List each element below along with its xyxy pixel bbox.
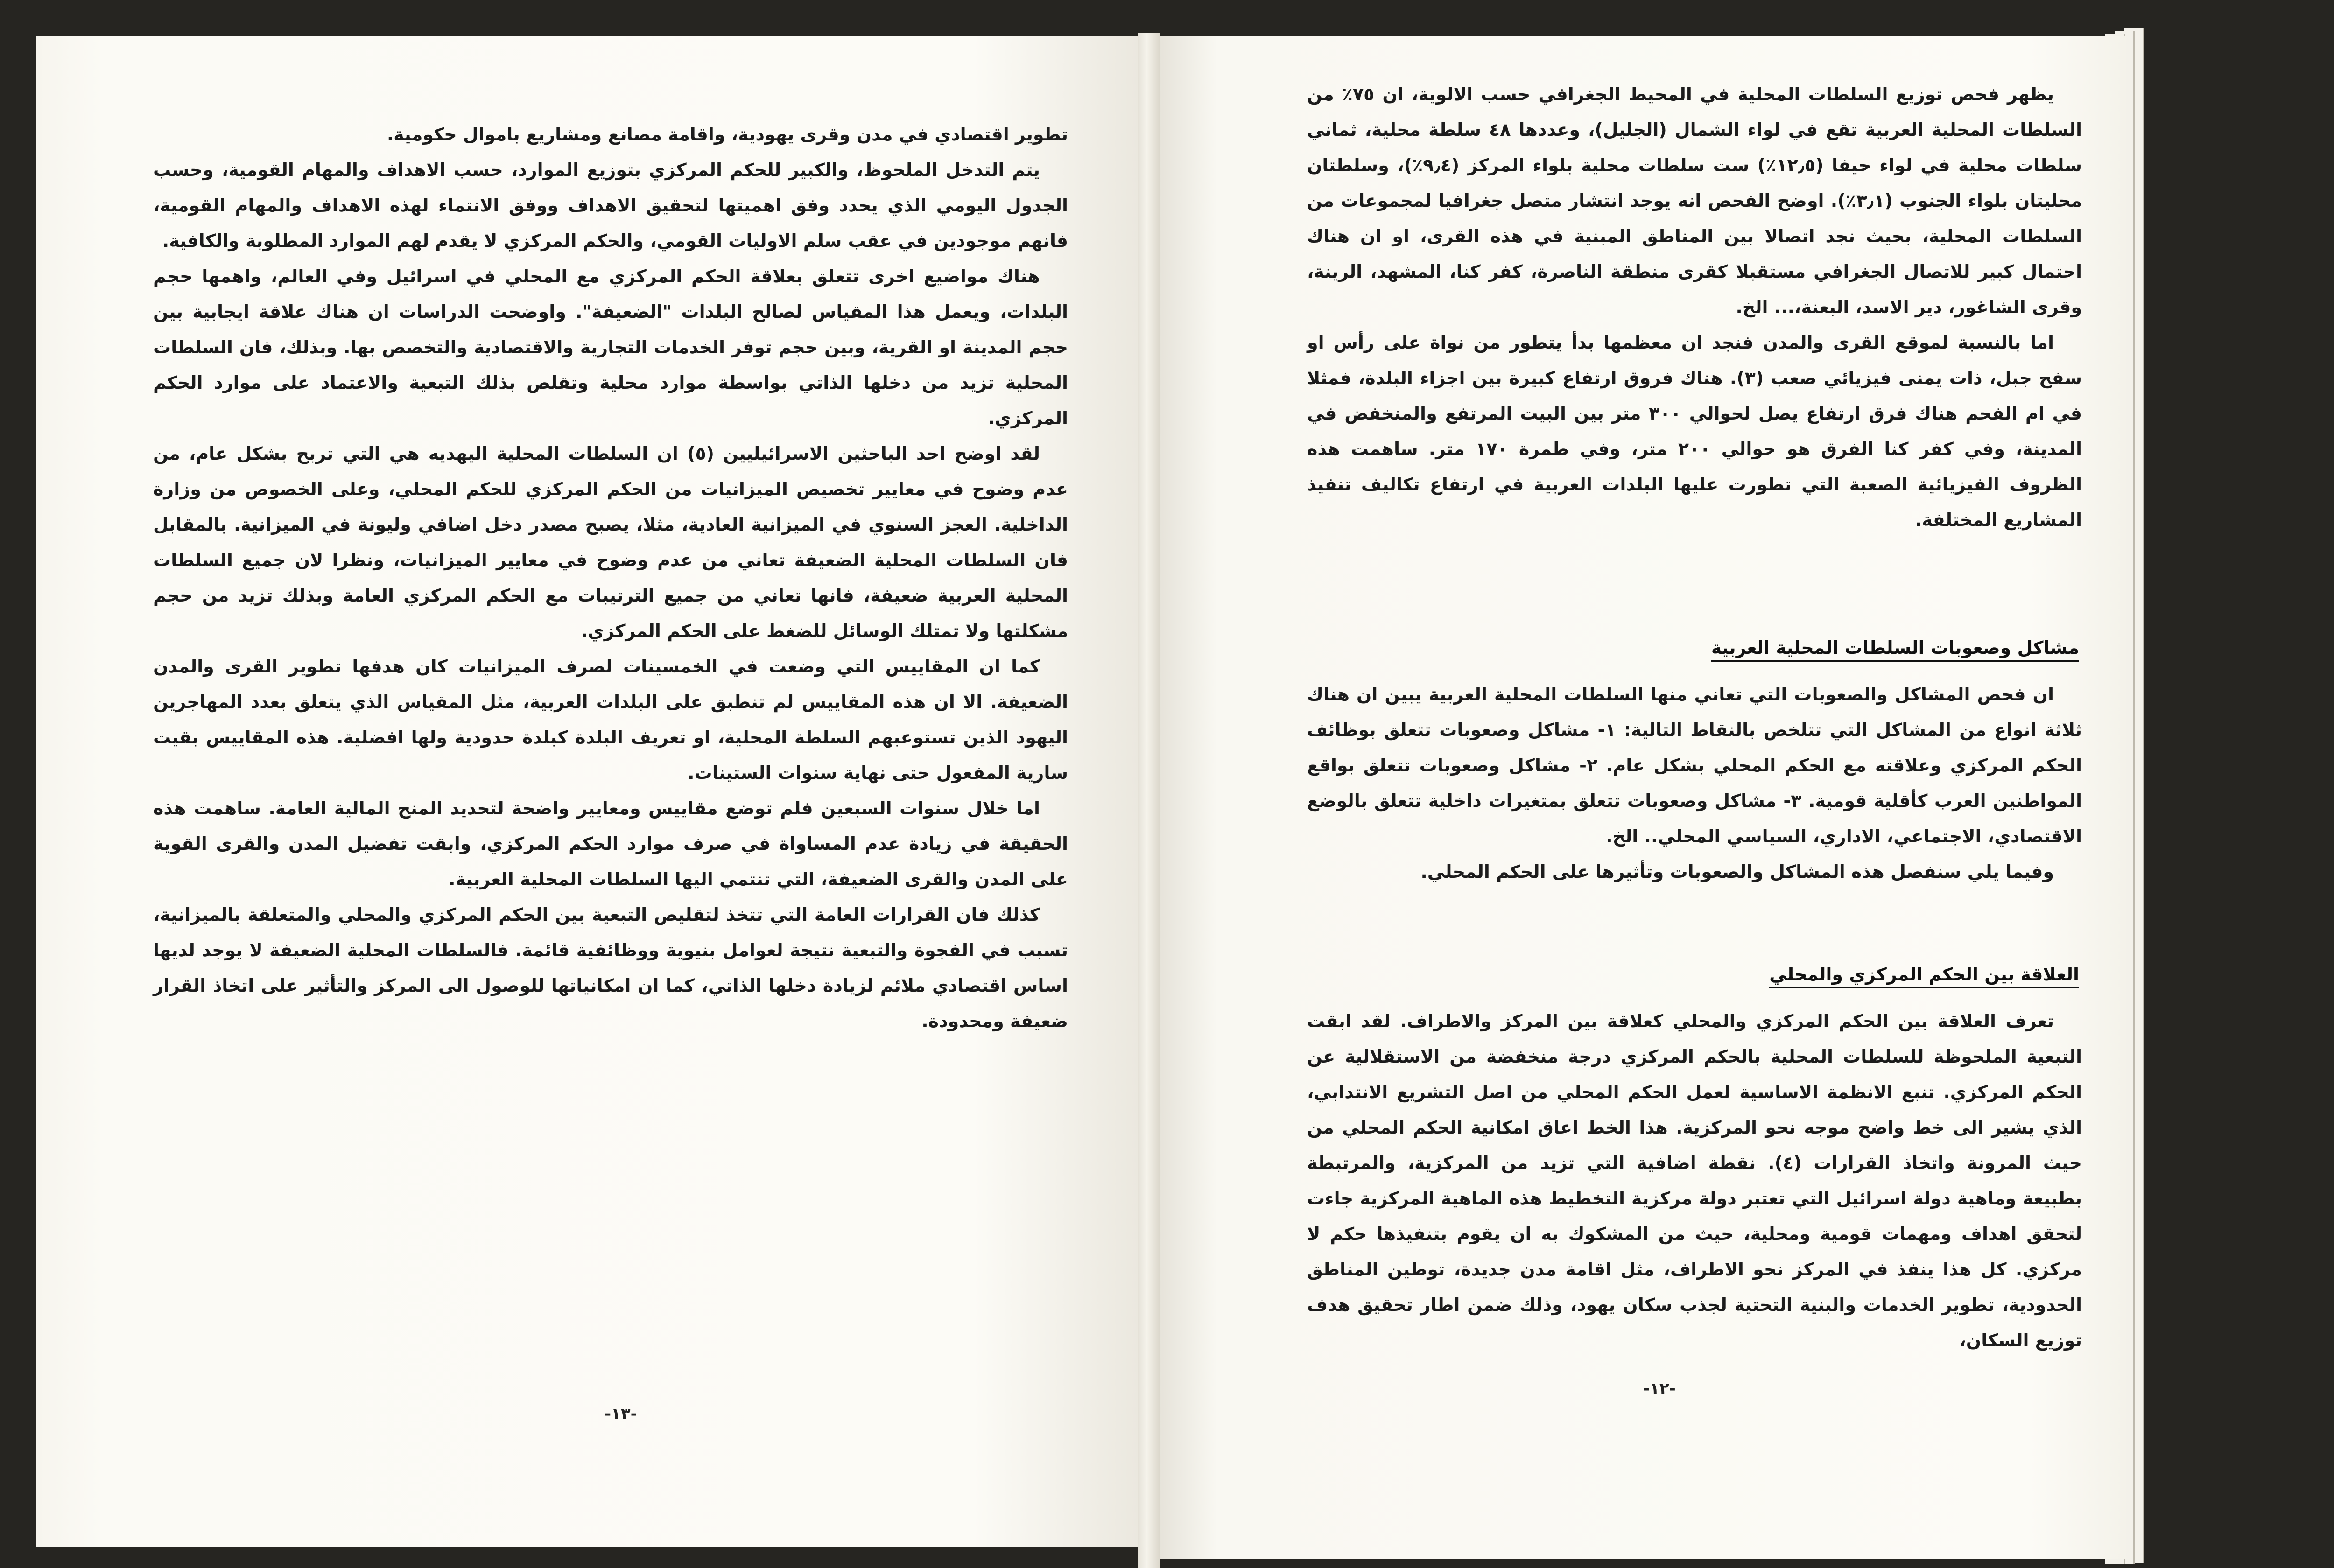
paragraph: ان فحص المشاكل والصعوبات التي تعاني منها السلطات المحلية العربية يبين ان هناك ثلاثة انواع من المشاكل التي تتلخص بالنقاط التالية: ١- مشاكل وصعوبات تتعلق بوظائف الحكم المركزي وعلاقته مع الحكم المحلي بشكل عام. ٢- مشاكل وصعوبات تتعلق بواقع المواطنين العرب كأقلية قومية. ٣- مشاكل وصعوبات تتعلق بمتغيرات داخلية تتعلق بالوضع الاقتصادي، الاجتماعي، الاداري، السياسي المحلي.. الخ.	[1307, 684, 2082, 847]
page-number: -١٢-	[1643, 1379, 1676, 1398]
paragraph: لقد اوضح احد الباحثين الاسرائيليين (٥) ان السلطات المحلية اليهديه هي التي تربح بشكل عام، من عدم وضوح في معايير تخصيص الميزانيات من الحكم المركزي للحكم المحلي، وعلى الخصوص من وزارة الداخلية. العجز السنوي في الميزانية العادية، مثلا، يصبح مصدر دخل اضافي وليونة في الميزانية. بالمقابل فان السلطات المحلية الضعيفة تعاني من عدم وضوح في معايير الميزانيات، ونظرا لان جميع السلطات المحلية العربية ضعيفة، فانها تعاني من جميع الترتيبات مع الحكم المركزي العامة وبذلك تزيد من حجم مشكلتها ولا تمتلك الوسائل للضغط على الحكم المركزي.	[153, 443, 1068, 641]
page-number: -١٣-	[605, 1405, 637, 1423]
paragraph: يظهر فحص توزيع السلطات المحلية في المحيط الجغرافي حسب الالوية، ان ٧٥٪ من السلطات المحلية العربية تقع في لواء الشمال (الجليل)، وعددها ٤٨ سلطة محلية، ثماني سلطات محلية في لواء حيفا (١٢٫٥٪) ست سلطات محلية بلواء المركز (٩٫٤٪)، وسلطتان محليتان بلواء الجنوب (٣٫١٪). اوضح الفحص انه يوجد انتشار متصل جغرافيا لمجموعات من السلطات المحلية، بحيث نجد اتصالا بين المناطق المبنية في هذه القرى، او ان هناك احتمال كبير للاتصال الجغرافي مستقبلا كقرى منطقة الناصرة، كفر كنا، المشهد، الرينة، وقرى الشاغور، دير الاسد، البعنة،... الخ.	[1307, 84, 2082, 317]
paragraph: اما خلال سنوات السبعين فلم توضع مقاييس ومعايير واضحة لتحديد المنح المالية العامة. ساهمت هذه الحقيقة في زيادة عدم المساواة في صرف موارد الحكم المركزي، وابقت تفضيل المدن والقرى القوية على المدن والقرى الضعيفة، التي تنتمي اليها السلطات المحلية العربية.	[153, 798, 1068, 889]
paragraph: اما بالنسبة لموقع القرى والمدن فنجد ان معظمها بدأ يتطور من نواة على رأس او سفح جبل، ذات يمنى فيزيائي صعب (٣). هناك فروق ارتفاع كبيرة بين اجزاء البلدة، فمثلا في ام الفحم هناك فرق ارتفاع يصل لحوالي ٣٠٠ متر بين البيت المرتفع والمنخفض في المدينة، وفي كفر كنا الفرق هو حوالي ٢٠٠ متر، وفي طمرة ١٧٠ متر. ساهمت هذه الظروف الفيزيائية الصعبة التي تطورت عليها البلدات العربية في ارتفاع تكاليف تنفيذ المشاريع المختلفة.	[1307, 332, 2082, 530]
section-heading: مشاكل وصعوبات السلطات المحلية العربية	[1711, 637, 2079, 662]
section-body	[1307, 677, 2082, 889]
paragraph: تطوير اقتصادي في مدن وقرى يهودية، واقامة مصانع ومشاريع باموال حكومية.	[387, 124, 1068, 145]
right-page-intro	[1307, 77, 2082, 538]
section-body	[1307, 1003, 2082, 1358]
section-heading: العلاقة بين الحكم المركزي والمحلي	[1769, 964, 2079, 988]
paragraph: كذلك فان القرارات العامة التي تتخذ لتقليص التبعية بين الحكم المركزي والمحلي والمتعلقة بالميزانية، تسبب في الفجوة والتبعية نتيجة لعوامل بنيوية ووظائفية قائمة. فالسلطات المحلية الضعيفة لا يوجد لديها اساس اقتصادي ملائم لزيادة دخلها الذاتي، كما ان امكانياتها للوصول الى المركز والتأثير على اتخاذ القرار ضعيفة ومحدودة.	[153, 904, 1068, 1031]
paragraph: يتم التدخل الملحوظ، والكبير للحكم المركزي بتوزيع الموارد، حسب الاهداف والمهام القومية، وحسب الجدول اليومي الذي يحدد وفق اهميتها لتحقيق الاهداف ووفق الانتماء لهذه الاهداف والمهام القومية، فانهم موجودين في عقب سلم الاوليات القومي، والحكم المركزي لا يقدم لهم الموارد المطلوبة والكافية.	[153, 160, 1068, 251]
book-gutter	[1138, 33, 1160, 1568]
left-page-text	[153, 117, 1068, 1039]
paragraph: تعرف العلاقة بين الحكم المركزي والمحلي كعلاقة بين المركز والاطراف. لقد ابقت التبعية الملحوظة للسلطات المحلية بالحكم المركزي درجة منخفضة من الاستقلالية عن الحكم المركزي. تنبع الانظمة الاساسية لعمل الحكم المحلي من اصل التشريع الانتدابي، الذي يشير الى خط واضح موجه نحو المركزية. هذا الخط اعاق امكانية الحكم المحلي من حيث المرونة واتخاذ القرارات (٤). نقطة اضافية التي تزيد من المركزية، والمرتبطة بطبيعة وماهية دولة اسرائيل التي تعتبر دولة مركزية التخطيط هذه الماهية المركزية جاءت لتحقق اهداف ومهمات قومية ومحلية، حيث من المشكوك به ان يقوم بتنفيذها حكم لا مركزي. كل هذا ينفذ في المركز نحو الاطراف، مثل اقامة مدن جديدة، توطين المناطق الحدودية، تطوير الخدمات والبنية التحتية لجذب سكان يهود، وذلك ضمن اطار تحقيق هدف توزيع السكان،	[1307, 1011, 2082, 1351]
paragraph: هناك مواضيع اخرى تتعلق بعلاقة الحكم المركزي مع المحلي في اسرائيل وفي العالم، واهمها حجم البلدات، ويعمل هذا المقياس لصالح البلدات "الضعيفة". واوضحت الدراسات ان هناك علاقة ايجابية بين حجم المدينة او القرية، وبين حجم توفر الخدمات التجارية والاقتصادية والتخصص بها. وبذلك، فان السلطات المحلية تزيد من دخلها الذاتي بواسطة موارد محلية وتقلص بذلك التبعية والاعتماد على موارد الحكم المركزي.	[153, 266, 1068, 428]
paragraph: كما ان المقاييس التي وضعت في الخمسينات لصرف الميزانيات كان هدفها تطوير القرى والمدن الضعيفة. الا ان هذه المقاييس لم تنطبق على البلدات العربية، مثل المقياس الذي يتعلق بعدد المهاجرين اليهود الذين تستوعبهم السلطة المحلية، او تعريف البلدة كبلدة حدودية ولها افضلية. هذه المقاييس بقيت سارية المفعول حتى نهاية سنوات الستينات.	[153, 656, 1068, 783]
paragraph: وفيما يلي سنفصل هذه المشاكل والصعوبات وتأثيرها على الحكم المحلي.	[1420, 861, 2054, 882]
